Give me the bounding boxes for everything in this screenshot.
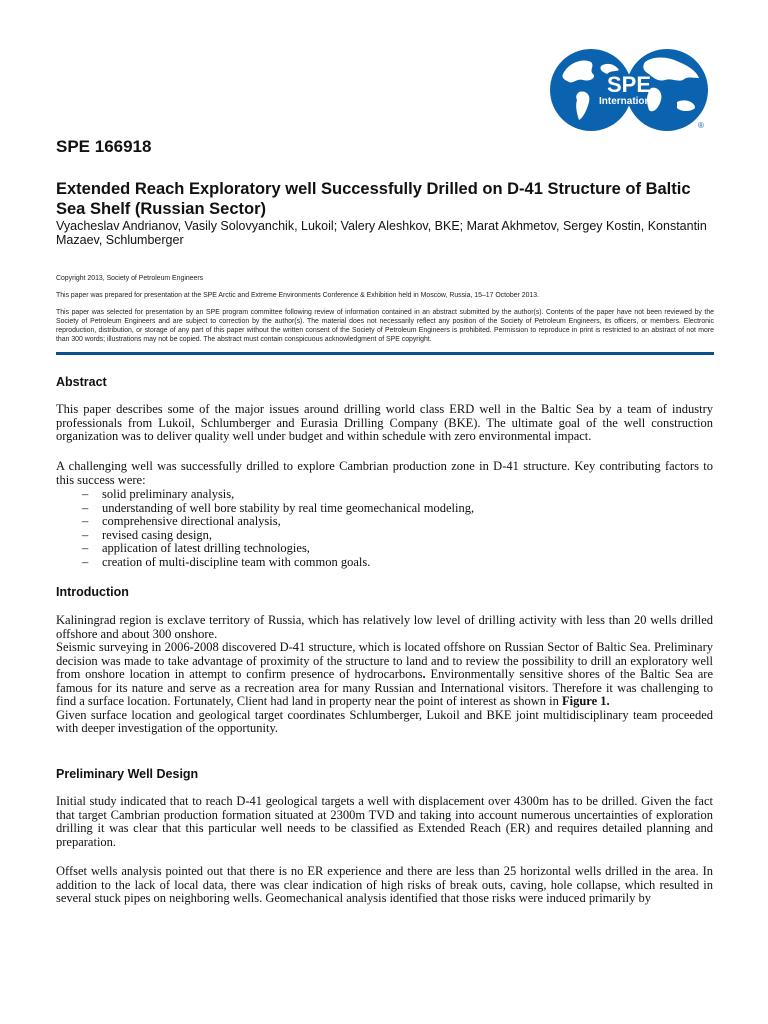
logo-text-spe: SPE	[606, 72, 652, 97]
abstract-paragraph-1	[56, 403, 713, 444]
abstract-paragraph-2	[56, 460, 713, 487]
bullet-marker: –	[82, 554, 89, 569]
list-item-text: understanding of well bore stability by real time geomechanical modeling,	[102, 500, 475, 515]
introduction-paragraph-2	[56, 641, 713, 709]
bullet-marker: –	[82, 541, 89, 555]
list-item-text: solid preliminary analysis,	[102, 487, 235, 501]
bullet-marker: –	[82, 514, 89, 528]
list-item-text: creation of multi-discipline team with common goals.	[102, 554, 371, 569]
paper-title: Extended Reach Exploratory well Successfully Drilled on D-41 Structure of Baltic Sea Shelf (Russian Sector)	[56, 180, 691, 218]
abstract-text-1: This paper describes some of the major issues around drilling world class ERD well in the Baltic Sea by a team of industry professionals from Lukoil, Schlumberger and Eurasia Drilling Company (BKE). The ultimate goal of the well construction organization was to deliver quality well under budget and within schedule with zero environmental impact.	[56, 402, 713, 443]
figure-1-reference[interactable]: Figure 1.	[562, 694, 610, 708]
introduction-text-3: Given surface location and geological target coordinates Schlumberger, Lukoil and BKE joint multidisciplinary team proceeded with deeper investigation of the opportunity.	[56, 707, 713, 735]
logo-text-international: International	[598, 96, 660, 107]
spe-globe-logo-icon	[549, 48, 709, 132]
list-item-text: comprehensive directional analysis,	[102, 514, 281, 528]
success-factors-list	[56, 488, 656, 569]
preliminary-text-2: Offset wells analysis pointed out that there is no ER experience and there are less than 25 horizontal wells drilled in the area. In addition to the lack of local data, there was clear indication of high risks of break outs, caving, hole collapse, which resulted in several stuck pipes on neighboring wells. Geomechanical analysis identified that those risks were induced primarily by	[56, 864, 713, 905]
introduction-heading: Introduction	[56, 585, 129, 599]
introduction-bold-period: .	[422, 667, 426, 681]
preliminary-well-design-heading: Preliminary Well Design	[56, 767, 199, 781]
introduction-text-2a: Seismic surveying in 2006-2008 discovered D-41 structure, which is located offshore on Russian Sector of Baltic Sea. Preliminary decision was made to take advantage of proximity of the structure to land and to review the possibility to drill an exploratory well from onshore location in attempt to confirm presence of hydrocarbons	[56, 640, 713, 681]
list-item	[56, 556, 656, 570]
preliminary-paragraph-1	[56, 795, 713, 849]
spe-international-logo	[549, 48, 709, 132]
list-item	[56, 529, 656, 543]
bullet-marker: –	[82, 487, 89, 501]
preliminary-paragraph-2	[56, 865, 713, 906]
list-item	[56, 542, 656, 556]
copyright-notice: Copyright 2013, Society of Petroleum Engineers	[56, 275, 204, 282]
introduction-text-1: Kaliningrad region is exclave territory of Russia, which has relatively low level of drilling activity with less than 20 wells drilled offshore and about 300 onshore.	[56, 613, 713, 641]
list-item	[56, 502, 656, 516]
bullet-marker: –	[82, 527, 89, 542]
list-item-text: application of latest drilling technologies,	[102, 541, 310, 555]
list-item-text: revised casing design,	[102, 527, 213, 542]
abstract-text-2: A challenging well was successfully drilled to explore Cambrian production zone in D-41 structure. Key contributing factors to this success were:	[56, 459, 713, 487]
list-item	[56, 488, 656, 502]
introduction-text-2b: Environmentally sensitive shores of the Baltic Sea are famous for its nature and serve as a recreation area for many Russian and International visitors. Therefore it was challenging to find a surface location. Fortunately, Client had land in property near the point of interest as shown in	[56, 667, 713, 708]
header-divider	[56, 352, 714, 355]
paper-number: SPE 166918	[56, 137, 152, 156]
abstract-heading: Abstract	[56, 375, 107, 389]
presentation-notice: This paper was prepared for presentation at the SPE Arctic and Extreme Environments Conference & Exhibition held in Moscow, Russia, 15–17 October 2013.	[56, 292, 539, 299]
preliminary-text-1: Initial study indicated that to reach D-41 geological targets a well with displacement over 4300m has to be drilled. Given the fact that target Cambrian production formation situated at 2300m TVD and taking into account numerous uncertainties of exploration drilling it was clear that this particular well needs to be classified as Extended Reach (ER) and requires detailed planning and preparation.	[56, 794, 713, 849]
list-item	[56, 515, 656, 529]
bullet-marker: –	[82, 500, 89, 515]
review-disclaimer: This paper was selected for presentation by an SPE program committee following review of information contained in an abstract submitted by the author(s). Contents of the paper have not been reviewed by the Society of Petroleum Engineers and are subject to correction by the author(s). The material does not necessarily reflect any position of the Society of Petroleum Engineers, its officers, or members. Electronic reproduction, distribution, or storage of any part of this paper without the written consent of the Society of Petroleum Engineers is prohibited. Permission to reproduce in print is restricted to an abstract of not more than 300 words; illustrations may not be copied. The abstract must contain conspicuous acknowledgment of SPE copyright.	[56, 309, 714, 343]
introduction-body	[56, 614, 713, 736]
authors: Vyacheslav Andrianov, Vasily Solovyanchik, Lukoil; Valery Aleshkov, BKE; Marat Akhmetov, Sergey Kostin, Konstantin Mazaev, Schlumberger	[56, 219, 707, 247]
logo-registered-mark: ®	[698, 121, 704, 130]
